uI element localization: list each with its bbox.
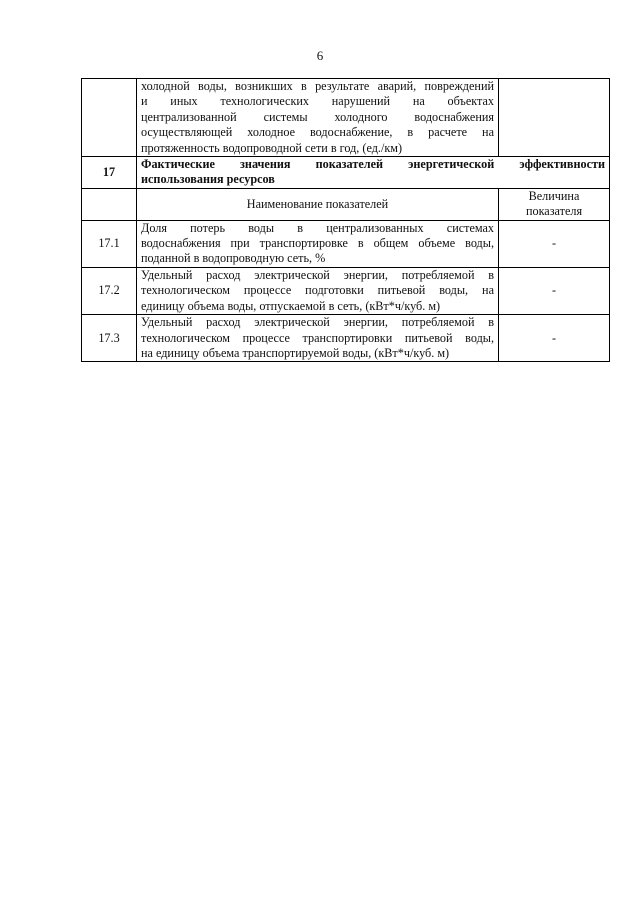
text-line: осуществляющей холодное водоснабжение, в расчете на: [141, 125, 494, 140]
indicators-table: [81, 78, 610, 362]
text-line: технологическом процессе подготовки питьевой воды, на: [141, 283, 494, 298]
text-line: холодной воды, возникших в результате аварий, повреждений: [141, 79, 494, 93]
text-line: Доля потерь воды в централизованных системах: [141, 220, 494, 235]
text-line: на единицу объема транспортируемой воды, (кВт*ч/куб. м): [141, 345, 450, 360]
value-cell-empty: [499, 79, 610, 157]
indicator-name-cell: [137, 267, 499, 314]
indicator-name-cell: [137, 315, 499, 362]
text-line: технологическом процессе транспортировки питьевой воды,: [141, 330, 494, 345]
header-value-column: [499, 188, 610, 220]
section-title-line: Фактические значения показателей энергетической эффективности: [141, 157, 605, 172]
continuation-text-cell: [137, 79, 499, 157]
section-number: 17: [82, 157, 137, 189]
table-row: [82, 315, 610, 362]
text-line: поданной в водопроводную сеть, %: [141, 251, 326, 266]
text-line: Удельный расход электрической энергии, потребляемой в: [141, 315, 494, 330]
text-line: водоснабжения при транспортировке в общем объеме воды,: [141, 236, 494, 251]
row-number: 17.1: [82, 220, 137, 267]
section-row: [82, 157, 610, 189]
header-empty-cell: [82, 188, 137, 220]
table-row: [82, 267, 610, 314]
section-title-cell: [137, 157, 610, 189]
number-cell-empty: [82, 79, 137, 157]
indicator-value: -: [499, 315, 610, 362]
text-line: единицу объема воды, отпускаемой в сеть, (кВт*ч/куб. м): [141, 298, 441, 313]
header-value-line: Величина: [528, 188, 580, 203]
table-row: [82, 220, 610, 267]
indicator-name-cell: [137, 220, 499, 267]
indicator-value: -: [499, 220, 610, 267]
header-row: [82, 188, 610, 220]
header-value-line: показателя: [525, 204, 583, 219]
page-number: 6: [316, 48, 324, 63]
row-number: 17.3: [82, 315, 137, 362]
text-line: централизованной системы холодного водоснабжения: [141, 109, 494, 124]
text-line: Удельный расход электрической энергии, потребляемой в: [141, 267, 494, 282]
section-title-line: использования ресурсов: [141, 172, 275, 187]
indicator-value: -: [499, 267, 610, 314]
table-row-continuation: [82, 79, 610, 157]
row-number: 17.2: [82, 267, 137, 314]
text-line: протяженность водопроводной сети в год, (ед./км): [141, 140, 403, 155]
text-line: и иных технологических нарушений на объектах: [141, 94, 494, 109]
header-name-column: Наименование показателей: [137, 188, 499, 220]
